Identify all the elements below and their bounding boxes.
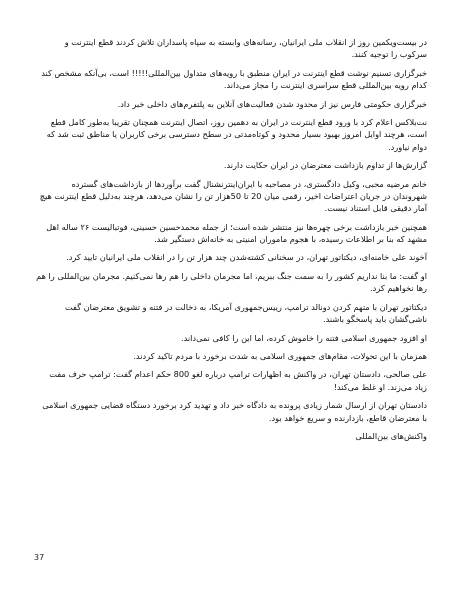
page-number: 37: [34, 553, 45, 562]
paragraph: علی صالحی، دادستان تهران، در واکنش به اظهارات ترامپ درباره لغو 800 حکم اعدام گفت: ترامپ حرف مفت زیاد می‌زند. او غلط می‌کند!: [49, 369, 427, 392]
paragraph: گزارش‌ها از تداوم بازداشت معترضان در ایران حکایت دارند.: [223, 160, 427, 171]
paragraph: خانم مرضیه محبی، وکیل دادگستری، در مصاحبه با ایران‌اینترنشنال گفت برآوردها از بازداشت‌های گسترده شهروندان در جریان اعتراضات اخیر، رقمی میان 20 تا 50هزار تن را نشان می‌دهد، هرچند به‌دلیل قطع اینترنت هیچ آمار دقیقی قابل استناد نیست.: [39, 178, 427, 214]
paragraph: خبرگزاری حکومتی فارس نیز از محدود شدن فعالیت‌های آنلاین به پلتفرم‌های داخلی خبر داد.: [117, 98, 427, 109]
paragraph: در بیست‌ویکمین روز از انقلاب ملی ایرانیان، رسانه‌های وابسته به سپاه پاسداران تلاش کردند قطع اینترنت و سرکوب را توجیه کنند.: [64, 37, 427, 60]
paragraph: او افزود جمهوری اسلامی فتنه را خاموش کرده، اما این را کافی نمی‌داند.: [180, 332, 427, 343]
paragraph: واکنش‌های بین‌المللی: [355, 431, 427, 442]
paragraph: همچنین خبر بازداشت برخی چهره‌ها نیز منتشر شده است؛ از جمله محمدحسین حسینی، فوتبالیست ۲۶ ساله اهل مشهد که بنا بر اطلاعات رسیده، با هجوم ماموران امنیتی به خانه‌اش دستگیر شد.: [46, 221, 427, 244]
paragraph: او گفت: ما بنا نداریم کشور را به سمت جنگ ببریم، اما مجرمان داخلی را هم رها نمی‌کنیم. مجرمان بین‌المللی را هم رها نخواهیم کرد.: [36, 270, 427, 294]
paragraph: خبرگزاری تسنیم نوشت قطع اینترنت در ایران منطبق با رویه‌های متداول بین‌المللی!!!!! است، بی‌آنکه مشخص کند کدام رویه بین‌المللی قطع سراسری اینترنت را مجاز می‌داند.: [41, 67, 427, 91]
paragraph: دادستان تهران از ارسال شمار زیادی پرونده به دادگاه خبر داد و تهدید کرد برخورد دستگاه قضایی جمهوری اسلامی با معترضان قاطع، بازدارنده و سریع خواهد بود.: [42, 400, 427, 423]
body-text: [36, 36, 427, 449]
paragraph: آخوند علی خامنه‌ای، دیکتاتور تهران، در سخنانی کشته‌شدن چند هزار تن را در انقلاب ملی ایرانیان تایید کرد.: [66, 252, 427, 263]
paragraph: همزمان با این تحولات، مقام‌های جمهوری اسلامی به شدت برخورد با مردم تاکید کردند.: [133, 351, 427, 361]
paragraph: نت‌بلاکس اعلام کرد با ورود قطع اینترنت در ایران به دهمین روز، اتصال اینترنت همچنان تقریبا به‌طور کامل قطع است، هرچند اوایل امروز بهبود بسیار محدود و کوتاه‌مدتی در سطح دسترسی برخی کاربران یا مناطق ثبت شد که دوام نیاورد.: [46, 117, 427, 152]
paragraph: دیکتاتور تهران با متهم کردن دونالد ترامپ، رییس‌جمهوری آمریکا، به دخالت در فتنه و تشویق معترضان گفت ناشی‌گشان باید پاسخگو باشند.: [64, 301, 427, 325]
